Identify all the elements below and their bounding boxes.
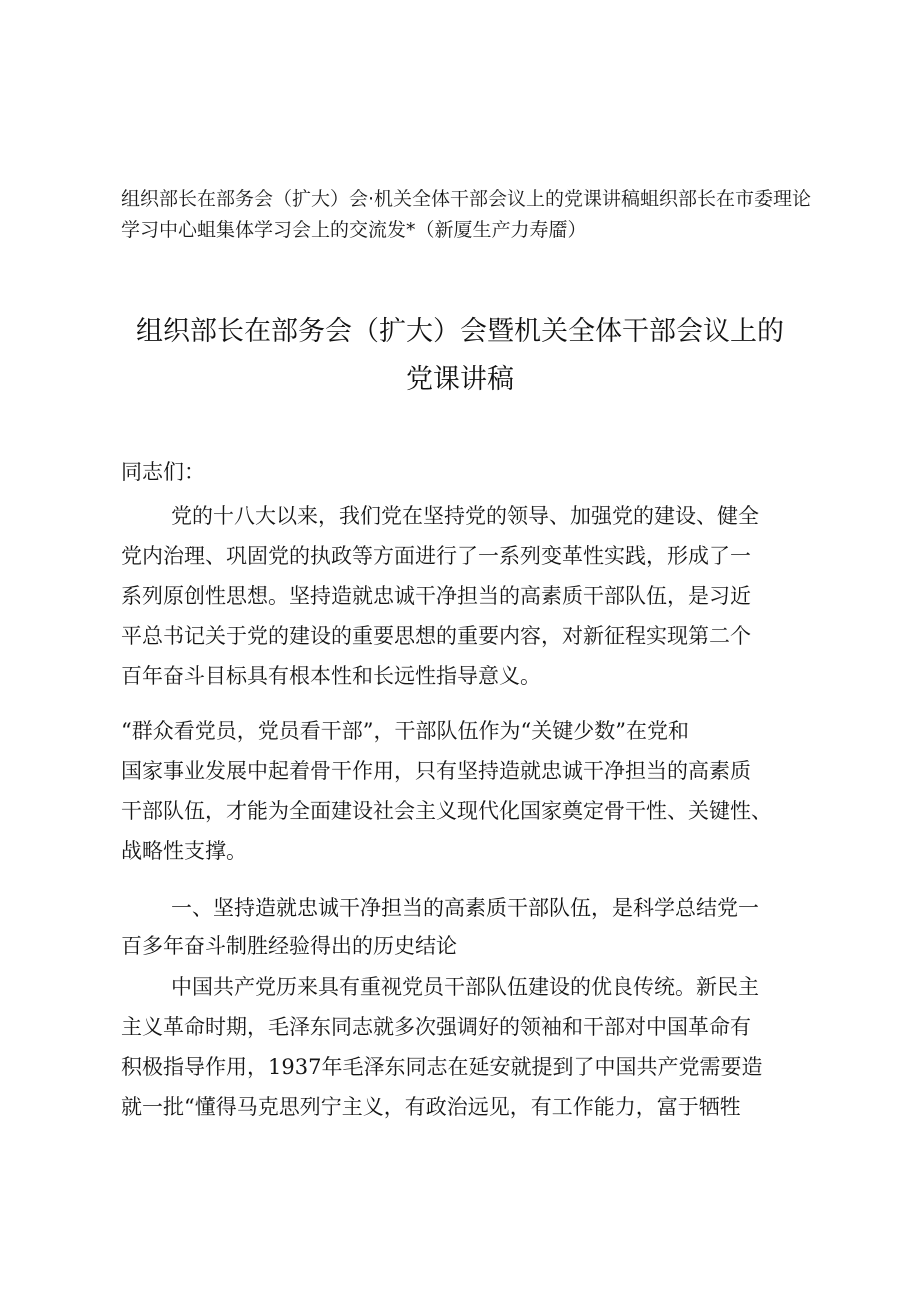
paragraph-1: [121, 496, 821, 696]
paragraph-2-line-3: 干部队伍，才能为全面建设社会主义现代化国家奠定骨干性、关键性、: [121, 799, 772, 823]
paragraph-1-line-3: 系列原创性思想。坚持造就忠诚干净担当的高素质干部队伍，是习近: [121, 584, 751, 608]
document-title: [0, 308, 920, 404]
paragraph-3: [121, 967, 821, 1127]
paragraph-2: [121, 711, 821, 871]
paragraph-2-line-1: “群众看党员，党员看干部”，干部队伍作为“关键少数”在党和: [121, 719, 689, 743]
section-1-heading-line-2: 百多年奋斗制胜经验得出的历史结论: [121, 934, 457, 958]
paragraph-1-line-2: 党内治理、巩固党的执政等方面进行了一系列变革性实践，形成了一: [121, 544, 751, 568]
section-1-heading: [121, 889, 821, 965]
paragraph-3-line-3: 积极指导作用，1937年毛泽东同志在延安就提到了中国共产党需要造: [121, 1055, 763, 1079]
paragraph-1-line-1: 党的十八大以来，我们党在坚持党的领导、加强党的建设、健全: [171, 504, 759, 528]
title-line-2: 党课讲稿: [406, 364, 514, 395]
paragraph-3-line-2: 主义革命时期，毛泽东同志就多次强调好的领袖和干部对中国革命有: [121, 1015, 751, 1039]
salutation: [121, 452, 821, 492]
paragraph-1-line-5: 百年奋斗目标具有根本性和长远性指导意义。: [121, 664, 541, 688]
section-1-heading-line-1: 一、坚持造就忠诚干净担当的高素质干部队伍，是科学总结党一: [171, 896, 759, 920]
salutation-text: 同志们：: [121, 460, 205, 484]
paragraph-3-line-1: 中国共产党历来具有重视党员干部队伍建设的优良传统。新民主: [171, 975, 759, 999]
paragraph-2-line-2: 国家事业发展中起着骨干作用，只有坚持造就忠诚干净担当的高素质: [121, 759, 751, 783]
document-header: [121, 184, 821, 246]
paragraph-1-line-4: 平总书记关于党的建设的重要思想的重要内容，对新征程实现第二个: [121, 624, 751, 648]
paragraph-3-line-4: 就一批“懂得马克思列宁主义，有政治远见，有工作能力，富于牺牲: [121, 1095, 741, 1119]
title-line-1: 组织部长在部务会（扩大）会暨机关全体干部会议上的: [136, 316, 784, 347]
header-line-1: 组织部长在部务会（扩大）会·机关全体干部会议上的党课讲稿蛆织部长在市委理论: [121, 188, 812, 210]
paragraph-2-line-4: 战略性支撑。: [121, 839, 247, 863]
header-line-2: 学习中心蛆集体学习会上的交流发*（新厦生产力寿靥）: [121, 219, 587, 241]
